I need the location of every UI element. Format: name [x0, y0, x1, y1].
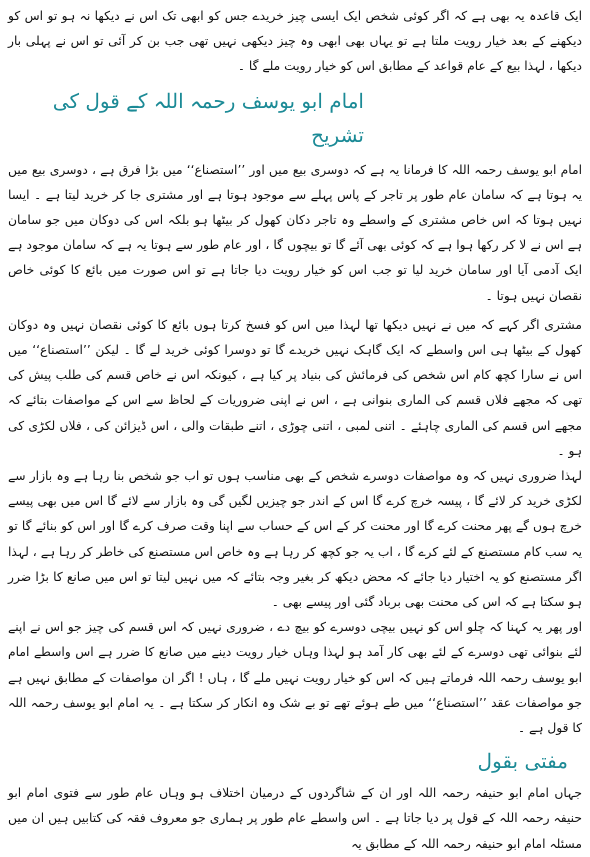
section-heading-mufta-bihi: مفتی بقول [477, 749, 568, 774]
paragraph-fatwa: جہاں امام ابو حنیفہ رحمہ اللہ اور ان کے شاگردوں کے درمیان اختلاف ہو وہاں عام طور سے فتوی امام ابو حنیفہ رحمہ اللہ کے قول پر دیا جاتا ہے ۔ اس واسطے عام طور پر ہماری جو معروف فقہ کی کتابیں ہیں ان میں مسئلہ امام ابو حنیفہ رحمہ اللہ کے مطابق یہ [8, 786, 582, 851]
paragraph-khiyar-denied: اور پھر یہ کہنا کہ چلو اس کو نہیں بیچی دوسرے کو بیچ دے ، ضروری نہیں کہ اس قسم کی چیز جو اس نے اپنے لئے بنوائی تھی دوسرے کے لئے بھی کار آمد ہو لہذا وہاں خیار رویت دینے میں صانع کا ضرر ہے اس واسطے امام ابو یوسف رحمہ اللہ فرماتے ہیں کہ اس کو خیار رویت نہیں ملے گا ، ہاں ! اگر ان مواصفات کے مطابق نہیں ہے جو مواصفات عقد ’’استصناع‘‘ میں طے ہوئے تھے تو بے شک وہ انکار کر سکتا ہے ۔ یہ امام ابو یوسف رحمہ اللہ کا قول ہے ۔ [8, 620, 582, 736]
paragraph-sane-loss: لہذا ضروری نہیں کہ وہ مواصفات دوسرے شخص کے بھی مناسب ہوں تو اب جو شخص بنا رہا ہے وہ بازار سے لکڑی خرید کر لائے گا ، پیسہ خرچ کرے گا اس کے اندر جو چیزیں لگیں گی وہ بازار سے لائے گا اس میں بھی پیسے خرچ ہوں گے پھر محنت کرے گا اور محنت کر کے اس کے حساب سے اپنا وقت صرف کرے گا اور اس کو بنائے گا تو یہ سب کام مستصنع کے لئے کرے گا ، اب یہ جو کچھ کر رہا ہے وہ خاص اس مستصنع کی خاطر کر رہا ہے ، لہذا اگر مستصنع کو یہ اختیار دیا جائے کہ محض دیکھ کر بغیر وجہ بتائے کہ میں نہیں لیتا تو اس میں صانع کا بڑا ضرر ہو سکتا ہے کہ اس کی محنت بھی برباد گئی اور پیسے بھی ۔ [8, 469, 582, 610]
paragraph-mushtari: مشتری اگر کہے کہ میں نے نہیں دیکھا تھا لہذا میں اس کو فسخ کرتا ہوں بائع کا کوئی نقصان نہیں وہ دوکان کھول کے بیٹھا ہی اس واسطے کہ ایک گاہک نہیں خریدے گا تو دوسرا کوئی خرید لے گا ۔ لیکن ’’استصناع‘‘ میں اس نے سارا کچھ کام اس شخص کی فرمائش کی بنیاد پر کیا ہے ، کیونکہ اس نے خاص قسم کی طلب پیش کی تھی کہ مجھے فلاں قسم کی الماری بنوانی ہے ، اس نے اپنی ضروریات کے لحاظ سے اس کے مواصفات بتائے کہ مجھے اس قسم کی الماری چاہئے ۔ اتنی لمبی ، اتنی چوڑی ، اتنے طبقات والی ، اس ڈیزائن کی ، فلاں لکڑی کی ہو ۔ [8, 317, 582, 458]
paragraph-abu-yusuf-view: امام ابو یوسف رحمہ اللہ کا فرمانا یہ ہے کہ دوسری بیع میں اور ’’استصناع‘‘ میں بڑا فرق ہے ، دوسری بیع میں یہ ہوتا ہے کہ سامان عام طور پر تاجر کے پاس پہلے سے موجود ہوتا ہے اور مشتری جا کر خرید لیتا ہے ۔ ایسا نہیں ہوتا کہ اس خاص مشتری کے واسطے وہ تاجر دکان کھول کر بیٹھا ہو بلکہ اس کی دوکان میں جو سامان ہے اس نے لا کر رکھا ہوا ہے کہ کوئی بھی آئے گا تو بیچوں گا ، اور عام طور سے ہوتا یہ ہے کہ سامان موجود ہے ایک آدمی آیا اور سامان خرید لیا تو جب اس کو خیار رویت دیا جاتا ہے تو اس صورت میں بائع کا کوئی خاص نقصان نہیں ہوتا ۔ [8, 162, 582, 303]
paragraph-khiyar-rooyat: ایک قاعدہ یہ بھی ہے کہ اگر کوئی شخص ایک ایسی چیز خریدے جس کو ابھی تک اس نے دیکھا نہ ہو تو اس کو دیکھنے کے بعد خیار رویت ملتا ہے تو یہاں بھی ابھی وہ چیز دیکھی نہیں تھی جب بن کر آئی تو اس نے پہلی بار دیکھا ، لہذا بیع کے عام قواعد کے مطابق اس کو خیار رویت ملے گا ۔ [8, 9, 582, 74]
section-heading-abu-yusuf: امام ابو یوسف رحمہ اللہ کے قول کی تشریح [52, 88, 364, 147]
